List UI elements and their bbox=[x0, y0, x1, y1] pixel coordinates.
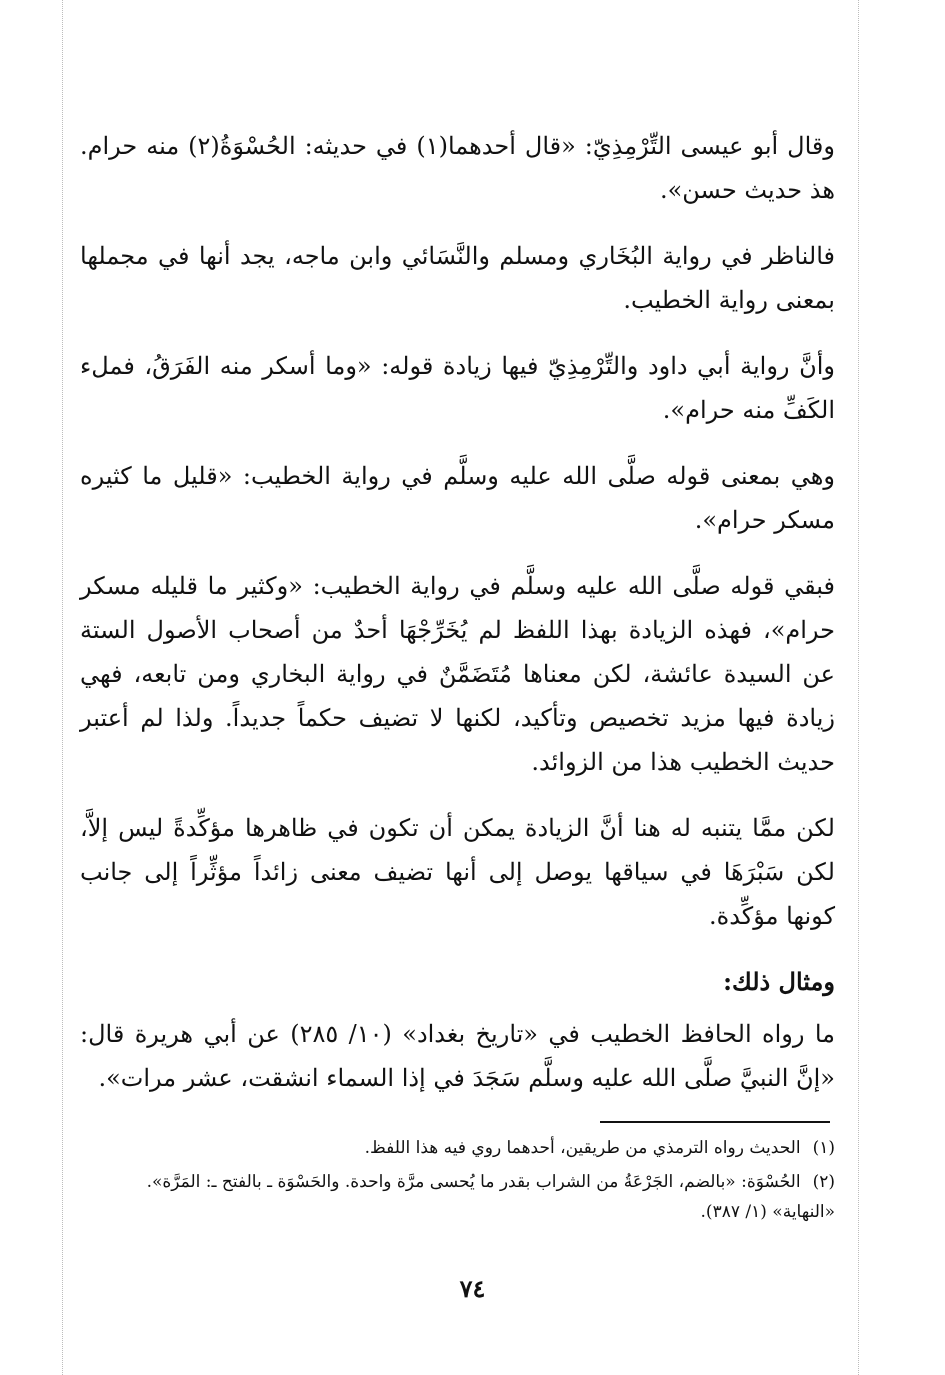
paragraph-1: وقال أبو عيسى التِّرْمِذِيّ: «قال أحدهما(١) في حديثه: الحُسْوَةُ(٢) منه حرام. هذ حديث حسن». bbox=[80, 132, 835, 204]
right-margin-dots bbox=[858, 0, 859, 1375]
paragraph-6: لكن ممَّا يتنبه له هنا أنَّ الزيادة يمكن أن تكون في ظاهرها مؤكِّدةً ليس إلاَّ، لكن سَبْرَهَا في سياقها يوصل إلى أنها تضيف معنى زائداً مؤثِّراً إلى جانب كونها مؤكِّدة. bbox=[80, 814, 835, 930]
paragraph-4: وهي بمعنى قوله صلَّى الله عليه وسلَّم في رواية الخطيب: «قليل ما كثيره مسكر حرام». bbox=[80, 462, 835, 534]
footnotes bbox=[80, 1133, 835, 1231]
footnote-number: (١) bbox=[812, 1138, 835, 1158]
paragraph-5: فبقي قوله صلَّى الله عليه وسلَّم في رواية الخطيب: «وكثير ما قليله مسكر حرام»، فهذه الزيادة بهذا اللفظ لم يُخَرِّجْهَا أحدٌ من أصحاب الأصول الستة عن السيدة عائشة، لكن معناها مُتَضَمَّنٌ في رواية البخاري ومن تابعه، فهي زيادة فيها مزيد تخصيص وتأكيد، لكنها لا تضيف حكماً جديداً. ولذا لم أعتبر حديث الخطيب هذا من الزوائد. bbox=[80, 572, 835, 776]
footnote-divider bbox=[600, 1121, 830, 1123]
footnote-text: الحُسْوَة: «بالضم، الجَرْعَةُ من الشراب بقدر ما يُحسى مرَّة واحدة. والحَسْوَة ـ بالفتح ـ: المَرَّة». «النهاية» (١/ ٣٨٧). bbox=[146, 1172, 835, 1222]
page-number: ٧٤ bbox=[459, 1274, 486, 1303]
footnote-text: الحديث رواه الترمذي من طريقين، أحدهما روي فيه هذا اللفظ. bbox=[364, 1138, 801, 1158]
example-paragraph: ما رواه الحافظ الخطيب في «تاريخ بغداد» (١٠/ ٢٨٥) عن أبي هريرة قال: «إنَّ النبيَّ صلَّى الله عليه وسلَّم سَجَدَ في إذا السماء انشقت، عشر مرات». bbox=[80, 1020, 836, 1092]
footnote-1 bbox=[80, 1133, 835, 1163]
example-heading: ومثال ذلك: bbox=[723, 967, 835, 996]
footnote-2 bbox=[80, 1167, 835, 1227]
left-margin-dots bbox=[62, 0, 63, 1375]
paragraph-3: وأنَّ رواية أبي داود والتِّرْمِذِيّ فيها زيادة قوله: «وما أسكر منه الفَرَقُ، فملء الكَفِّ منه حرام». bbox=[80, 352, 835, 424]
main-text bbox=[80, 124, 835, 1122]
paragraph-2: فالناظر في رواية البُخَاري ومسلم والنَّسَائي وابن ماجه، يجد أنها في مجملها بمعنى رواية الخطيب. bbox=[80, 242, 835, 314]
footnote-number: (٢) bbox=[812, 1172, 835, 1192]
